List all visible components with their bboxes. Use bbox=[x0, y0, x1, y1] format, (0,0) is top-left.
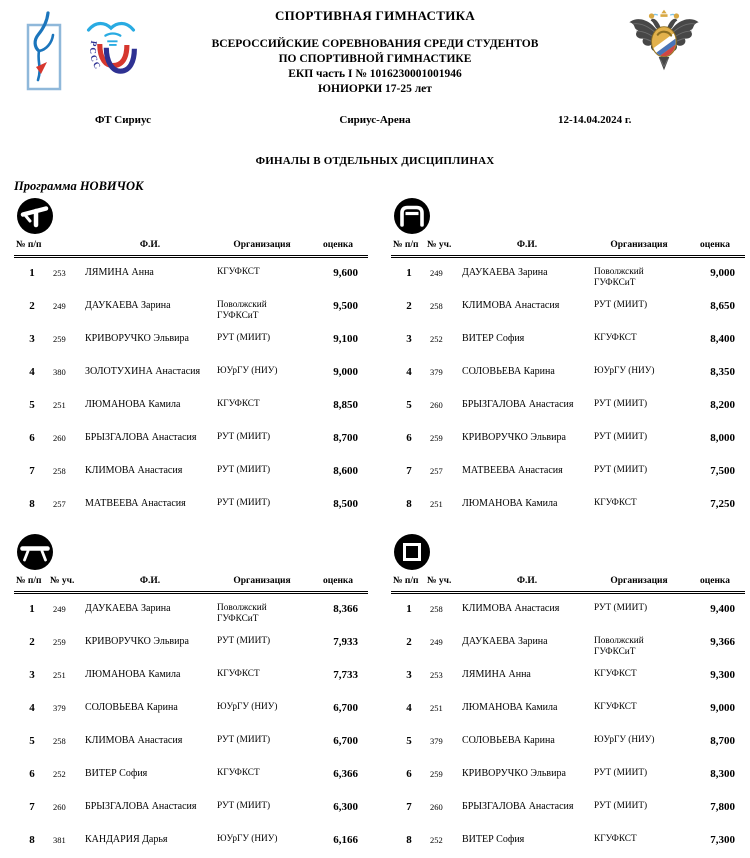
table-row bbox=[391, 257, 745, 292]
column-header-rank: № п/п bbox=[14, 573, 50, 593]
results-table-uneven-bars bbox=[391, 197, 745, 522]
column-header-org: Организация bbox=[216, 573, 308, 593]
bib-number-cell: 257 bbox=[430, 466, 443, 476]
column-header-bib: № уч. bbox=[427, 237, 461, 257]
organization-cell: Поволжский ГУФКСиТ bbox=[594, 636, 644, 657]
organization-cell: ЮУрГУ (НИУ) bbox=[594, 366, 655, 376]
athlete-name-cell: ДАУКАЕВА Зарина bbox=[85, 603, 171, 614]
rank-cell: 6 bbox=[406, 768, 412, 780]
rank-cell: 4 bbox=[29, 366, 35, 378]
athlete-name-cell: КАНДАРИЯ Дарья bbox=[85, 834, 168, 845]
table-row bbox=[14, 726, 368, 759]
athlete-name-cell: ДАУКАЕВА Зарина bbox=[462, 636, 548, 647]
rank-cell: 6 bbox=[406, 432, 412, 444]
score-cell: 8,700 bbox=[333, 432, 358, 444]
athlete-name-cell: ДАУКАЕВА Зарина bbox=[462, 267, 548, 278]
organization-cell: КГУФКСТ bbox=[594, 834, 637, 844]
table-row bbox=[14, 792, 368, 825]
rsss-student-sport-union-logo bbox=[82, 16, 140, 84]
rank-cell: 4 bbox=[406, 366, 412, 378]
athlete-name-cell: ЛЯМИНА Анна bbox=[85, 267, 154, 278]
rank-cell: 3 bbox=[406, 333, 412, 345]
organization-cell: РУТ (МИИТ) bbox=[217, 636, 271, 646]
athlete-name-cell: МАТВЕЕВА Анастасия bbox=[85, 498, 186, 509]
bib-number-cell: 258 bbox=[53, 736, 66, 746]
bib-number-cell: 251 bbox=[430, 499, 443, 509]
bib-number-cell: 258 bbox=[430, 604, 443, 614]
score-cell: 9,000 bbox=[333, 366, 358, 378]
table-row bbox=[14, 291, 368, 324]
column-header-name: Ф.И. bbox=[461, 237, 593, 257]
seagull-icon bbox=[82, 16, 140, 83]
results-table-balance-beam bbox=[14, 533, 368, 858]
column-header-org: Организация bbox=[593, 237, 685, 257]
table-row bbox=[14, 456, 368, 489]
athlete-name-cell: ДАУКАЕВА Зарина bbox=[85, 300, 171, 311]
athlete-name-cell: БРЫЗГАЛОВА Анастасия bbox=[462, 399, 574, 410]
organization-cell: КГУФКСТ bbox=[217, 669, 260, 679]
gymnastics-federation-logo bbox=[26, 10, 66, 92]
score-cell: 7,300 bbox=[710, 834, 735, 846]
score-cell: 9,400 bbox=[710, 603, 735, 615]
bib-number-cell: 253 bbox=[430, 670, 443, 680]
athlete-name-cell: ВИТЕР София bbox=[462, 834, 525, 845]
column-header-rank: № п/п bbox=[391, 573, 427, 593]
athlete-name-cell: КЛИМОВА Анастасия bbox=[85, 465, 183, 476]
table-row bbox=[391, 423, 745, 456]
bib-number-cell: 258 bbox=[53, 466, 66, 476]
bib-number-cell: 259 bbox=[53, 334, 66, 344]
score-cell: 8,600 bbox=[333, 465, 358, 477]
organization-cell: РУТ (МИИТ) bbox=[217, 498, 271, 508]
athlete-name-cell: БРЫЗГАЛОВА Анастасия bbox=[462, 801, 574, 812]
organization-cell: РУТ (МИИТ) bbox=[594, 300, 648, 310]
column-header-org: Организация bbox=[593, 573, 685, 593]
organization-cell: РУТ (МИИТ) bbox=[594, 432, 648, 442]
organization-cell: РУТ (МИИТ) bbox=[594, 768, 648, 778]
bib-number-cell: 259 bbox=[430, 769, 443, 779]
rank-cell: 5 bbox=[29, 735, 35, 747]
organization-cell: РУТ (МИИТ) bbox=[217, 432, 271, 442]
athlete-name-cell: ЗОЛОТУХИНА Анастасия bbox=[85, 366, 201, 377]
bib-number-cell: 251 bbox=[53, 400, 66, 410]
column-header-bib bbox=[50, 237, 84, 257]
score-cell: 7,500 bbox=[710, 465, 735, 477]
table-row bbox=[14, 390, 368, 423]
table-row bbox=[391, 693, 745, 726]
column-header-org: Организация bbox=[216, 237, 308, 257]
column-header-score: оценка bbox=[685, 237, 745, 257]
athlete-name-cell: БРЫЗГАЛОВА Анастасия bbox=[85, 432, 197, 443]
header-row bbox=[14, 237, 368, 257]
athlete-name-cell: КЛИМОВА Анастасия bbox=[462, 603, 560, 614]
athlete-name-cell: КЛИМОВА Анастасия bbox=[462, 300, 560, 311]
bib-number-cell: 253 bbox=[53, 268, 66, 278]
bib-number-cell: 259 bbox=[53, 637, 66, 647]
score-cell: 8,400 bbox=[710, 333, 735, 345]
header-title-block bbox=[145, 8, 605, 97]
rank-cell: 1 bbox=[29, 267, 35, 279]
score-cell: 8,200 bbox=[710, 399, 735, 411]
rank-cell: 1 bbox=[406, 603, 412, 615]
athlete-name-cell: СОЛОВЬЕВА Карина bbox=[462, 735, 555, 746]
age-category: ЮНИОРКИ 17-25 лет bbox=[318, 83, 432, 95]
organization-cell: РУТ (МИИТ) bbox=[594, 801, 648, 811]
organization-cell: КГУФКСТ bbox=[217, 768, 260, 778]
score-cell: 6,700 bbox=[333, 702, 358, 714]
bib-number-cell: 252 bbox=[430, 835, 443, 845]
competition-title-line1: ВСЕРОССИЙСКИЕ СОРЕВНОВАНИЯ СРЕДИ СТУДЕНТОВ bbox=[211, 38, 539, 50]
rank-cell: 8 bbox=[29, 834, 35, 846]
bib-number-cell: 379 bbox=[53, 703, 66, 713]
rank-cell: 5 bbox=[29, 399, 35, 411]
uneven-bars-results bbox=[391, 237, 745, 522]
table-row bbox=[14, 423, 368, 456]
organization-cell: РУТ (МИИТ) bbox=[217, 735, 271, 745]
organization-cell: Поволжский ГУФКСиТ bbox=[217, 300, 267, 321]
rank-cell: 8 bbox=[406, 498, 412, 510]
score-cell: 9,300 bbox=[710, 669, 735, 681]
rank-cell: 8 bbox=[406, 834, 412, 846]
section-title: ФИНАЛЫ В ОТДЕЛЬНЫХ ДИСЦИПЛИНАХ bbox=[255, 155, 495, 167]
score-cell: 7,933 bbox=[333, 636, 358, 648]
balance-beam-results bbox=[14, 573, 368, 858]
organization-cell: Поволжский ГУФКСиТ bbox=[217, 603, 267, 624]
table-row bbox=[391, 390, 745, 423]
athlete-name-cell: СОЛОВЬЕВА Карина bbox=[462, 366, 555, 377]
bib-number-cell: 260 bbox=[53, 433, 66, 443]
rsss-letters: РССС bbox=[87, 40, 104, 73]
organization-cell: РУТ (МИИТ) bbox=[594, 399, 648, 409]
organization-cell: ЮУрГУ (НИУ) bbox=[217, 834, 278, 844]
athlete-name-cell: ЛЮМАНОВА Камила bbox=[85, 669, 181, 680]
score-cell: 8,650 bbox=[710, 300, 735, 312]
athlete-name-cell: ЛЮМАНОВА Камила bbox=[462, 702, 558, 713]
organization-cell: РУТ (МИИТ) bbox=[217, 465, 271, 475]
rank-cell: 6 bbox=[29, 432, 35, 444]
header-row bbox=[391, 573, 745, 593]
column-header-rank: № п/п bbox=[14, 237, 50, 257]
organization-cell: КГУФКСТ bbox=[594, 333, 637, 343]
score-cell: 9,000 bbox=[710, 267, 735, 279]
table-row bbox=[14, 593, 368, 628]
score-cell: 7,250 bbox=[710, 498, 735, 510]
column-header-bib: № уч. bbox=[427, 573, 461, 593]
header-row bbox=[391, 237, 745, 257]
double-headed-eagle-icon bbox=[624, 8, 704, 83]
bib-number-cell: 260 bbox=[53, 802, 66, 812]
athlete-name-cell: ЛЮМАНОВА Камила bbox=[85, 399, 181, 410]
bib-number-cell: 252 bbox=[430, 334, 443, 344]
athlete-name-cell: КРИВОРУЧКО Эльвира bbox=[462, 432, 566, 443]
bib-number-cell: 249 bbox=[430, 637, 443, 647]
score-cell: 9,500 bbox=[333, 300, 358, 312]
rank-cell: 8 bbox=[29, 498, 35, 510]
bib-number-cell: 249 bbox=[53, 604, 66, 614]
floor-results bbox=[391, 573, 745, 858]
ekp-number: ЕКП часть I № 1016230001001946 bbox=[288, 68, 462, 80]
athlete-name-cell: ВИТЕР София bbox=[462, 333, 525, 344]
organization-cell: КГУФКСТ bbox=[217, 267, 260, 277]
table-row bbox=[391, 726, 745, 759]
column-header-name: Ф.И. bbox=[84, 237, 216, 257]
score-cell: 8,366 bbox=[333, 603, 358, 615]
athlete-name-cell: ВИТЕР София bbox=[85, 768, 148, 779]
floor-exercise-icon bbox=[393, 533, 431, 571]
athlete-name-cell: КРИВОРУЧКО Эльвира bbox=[85, 333, 189, 344]
bib-number-cell: 257 bbox=[53, 499, 66, 509]
score-cell: 8,700 bbox=[710, 735, 735, 747]
rank-cell: 7 bbox=[406, 465, 412, 477]
column-header-score: оценка bbox=[685, 573, 745, 593]
table-row bbox=[14, 357, 368, 390]
organization-cell: КГУФКСТ bbox=[594, 498, 637, 508]
balance-beam-icon bbox=[16, 533, 54, 571]
rank-cell: 4 bbox=[29, 702, 35, 714]
rank-cell: 5 bbox=[406, 399, 412, 411]
score-cell: 9,100 bbox=[333, 333, 358, 345]
bib-number-cell: 252 bbox=[53, 769, 66, 779]
organization-cell: Поволжский ГУФКСиТ bbox=[594, 267, 644, 288]
column-header-name: Ф.И. bbox=[84, 573, 216, 593]
score-cell: 6,700 bbox=[333, 735, 358, 747]
bib-number-cell: 380 bbox=[53, 367, 66, 377]
results-table-floor bbox=[391, 533, 745, 858]
bib-number-cell: 251 bbox=[430, 703, 443, 713]
competition-title-block bbox=[145, 37, 605, 97]
column-header-score: оценка bbox=[308, 573, 368, 593]
score-cell: 6,166 bbox=[333, 834, 358, 846]
athlete-name-cell: СОЛОВЬЕВА Карина bbox=[85, 702, 178, 713]
rank-cell: 2 bbox=[406, 300, 412, 312]
score-cell: 8,850 bbox=[333, 399, 358, 411]
table-row bbox=[391, 357, 745, 390]
rank-cell: 1 bbox=[406, 267, 412, 279]
bib-number-cell: 258 bbox=[430, 301, 443, 311]
table-row bbox=[14, 825, 368, 858]
table-row bbox=[391, 759, 745, 792]
athlete-name-cell: БРЫЗГАЛОВА Анастасия bbox=[85, 801, 197, 812]
rank-cell: 3 bbox=[29, 669, 35, 681]
program-title: Программа НОВИЧОК bbox=[14, 179, 144, 193]
table-row bbox=[391, 825, 745, 858]
table-row bbox=[391, 291, 745, 324]
organization-cell: РУТ (МИИТ) bbox=[594, 603, 648, 613]
bib-number-cell: 379 bbox=[430, 736, 443, 746]
table-row bbox=[14, 324, 368, 357]
rank-cell: 7 bbox=[29, 465, 35, 477]
bib-number-cell: 381 bbox=[53, 835, 66, 845]
table-row bbox=[14, 693, 368, 726]
score-cell: 7,800 bbox=[710, 801, 735, 813]
score-cell: 8,350 bbox=[710, 366, 735, 378]
table-row bbox=[391, 593, 745, 628]
table-row bbox=[391, 792, 745, 825]
organization-cell: РУТ (МИИТ) bbox=[217, 333, 271, 343]
rank-cell: 6 bbox=[29, 768, 35, 780]
venue-arena: Сириус-Арена bbox=[339, 114, 411, 126]
uneven-bars-icon bbox=[393, 197, 431, 235]
athlete-name-cell: КРИВОРУЧКО Эльвира bbox=[85, 636, 189, 647]
gymnast-icon bbox=[26, 10, 66, 92]
athlete-name-cell: КРИВОРУЧКО Эльвира bbox=[462, 768, 566, 779]
column-header-score: оценка bbox=[308, 237, 368, 257]
organization-cell: РУТ (МИИТ) bbox=[594, 465, 648, 475]
column-header-name: Ф.И. bbox=[461, 573, 593, 593]
table-row bbox=[14, 257, 368, 292]
vault-results bbox=[14, 237, 368, 522]
rank-cell: 7 bbox=[406, 801, 412, 813]
venue-organization: ФТ Сириус bbox=[95, 114, 152, 126]
score-cell: 6,366 bbox=[333, 768, 358, 780]
competition-title-line2: ПО СПОРТИВНОЙ ГИМНАСТИКЕ bbox=[278, 53, 472, 65]
organization-cell: ЮУрГУ (НИУ) bbox=[594, 735, 655, 745]
ministry-eagle-emblem bbox=[624, 8, 704, 84]
table-row bbox=[14, 759, 368, 792]
athlete-name-cell: МАТВЕЕВА Анастасия bbox=[462, 465, 563, 476]
bib-number-cell: 251 bbox=[53, 670, 66, 680]
organization-cell: ЮУрГУ (НИУ) bbox=[217, 702, 278, 712]
score-cell: 8,300 bbox=[710, 768, 735, 780]
bib-number-cell: 379 bbox=[430, 367, 443, 377]
rank-cell: 3 bbox=[406, 669, 412, 681]
score-cell: 6,300 bbox=[333, 801, 358, 813]
bib-number-cell: 260 bbox=[430, 802, 443, 812]
table-row bbox=[391, 627, 745, 660]
athlete-name-cell: ЛЯМИНА Анна bbox=[462, 669, 531, 680]
score-cell: 8,000 bbox=[710, 432, 735, 444]
vault-icon bbox=[16, 197, 54, 235]
competition-dates: 12-14.04.2024 г. bbox=[558, 114, 632, 126]
rank-cell: 2 bbox=[406, 636, 412, 648]
table-row bbox=[391, 324, 745, 357]
score-cell: 9,000 bbox=[710, 702, 735, 714]
table-row bbox=[14, 489, 368, 522]
rank-cell: 2 bbox=[29, 636, 35, 648]
bib-number-cell: 260 bbox=[430, 400, 443, 410]
score-cell: 9,600 bbox=[333, 267, 358, 279]
score-cell: 7,733 bbox=[333, 669, 358, 681]
score-cell: 8,500 bbox=[333, 498, 358, 510]
results-table-vault bbox=[14, 197, 368, 522]
athlete-name-cell: ЛЮМАНОВА Камила bbox=[462, 498, 558, 509]
table-row bbox=[391, 660, 745, 693]
organization-cell: ЮУрГУ (НИУ) bbox=[217, 366, 278, 376]
bib-number-cell: 259 bbox=[430, 433, 443, 443]
sport-title: СПОРТИВНАЯ ГИМНАСТИКА bbox=[274, 8, 476, 23]
bib-number-cell: 249 bbox=[53, 301, 66, 311]
score-cell: 9,366 bbox=[710, 636, 735, 648]
rank-cell: 7 bbox=[29, 801, 35, 813]
rank-cell: 4 bbox=[406, 702, 412, 714]
organization-cell: КГУФКСТ bbox=[594, 669, 637, 679]
organization-cell: РУТ (МИИТ) bbox=[217, 801, 271, 811]
table-row bbox=[14, 660, 368, 693]
athlete-name-cell: КЛИМОВА Анастасия bbox=[85, 735, 183, 746]
rank-cell: 3 bbox=[29, 333, 35, 345]
rank-cell: 5 bbox=[406, 735, 412, 747]
bib-number-cell: 249 bbox=[430, 268, 443, 278]
rank-cell: 2 bbox=[29, 300, 35, 312]
organization-cell: КГУФКСТ bbox=[217, 399, 260, 409]
table-row bbox=[391, 456, 745, 489]
column-header-rank: № п/п bbox=[391, 237, 427, 257]
organization-cell: КГУФКСТ bbox=[594, 702, 637, 712]
rank-cell: 1 bbox=[29, 603, 35, 615]
header-row bbox=[14, 573, 368, 593]
table-row bbox=[391, 489, 745, 522]
column-header-bib: № уч. bbox=[50, 573, 84, 593]
table-row bbox=[14, 627, 368, 660]
